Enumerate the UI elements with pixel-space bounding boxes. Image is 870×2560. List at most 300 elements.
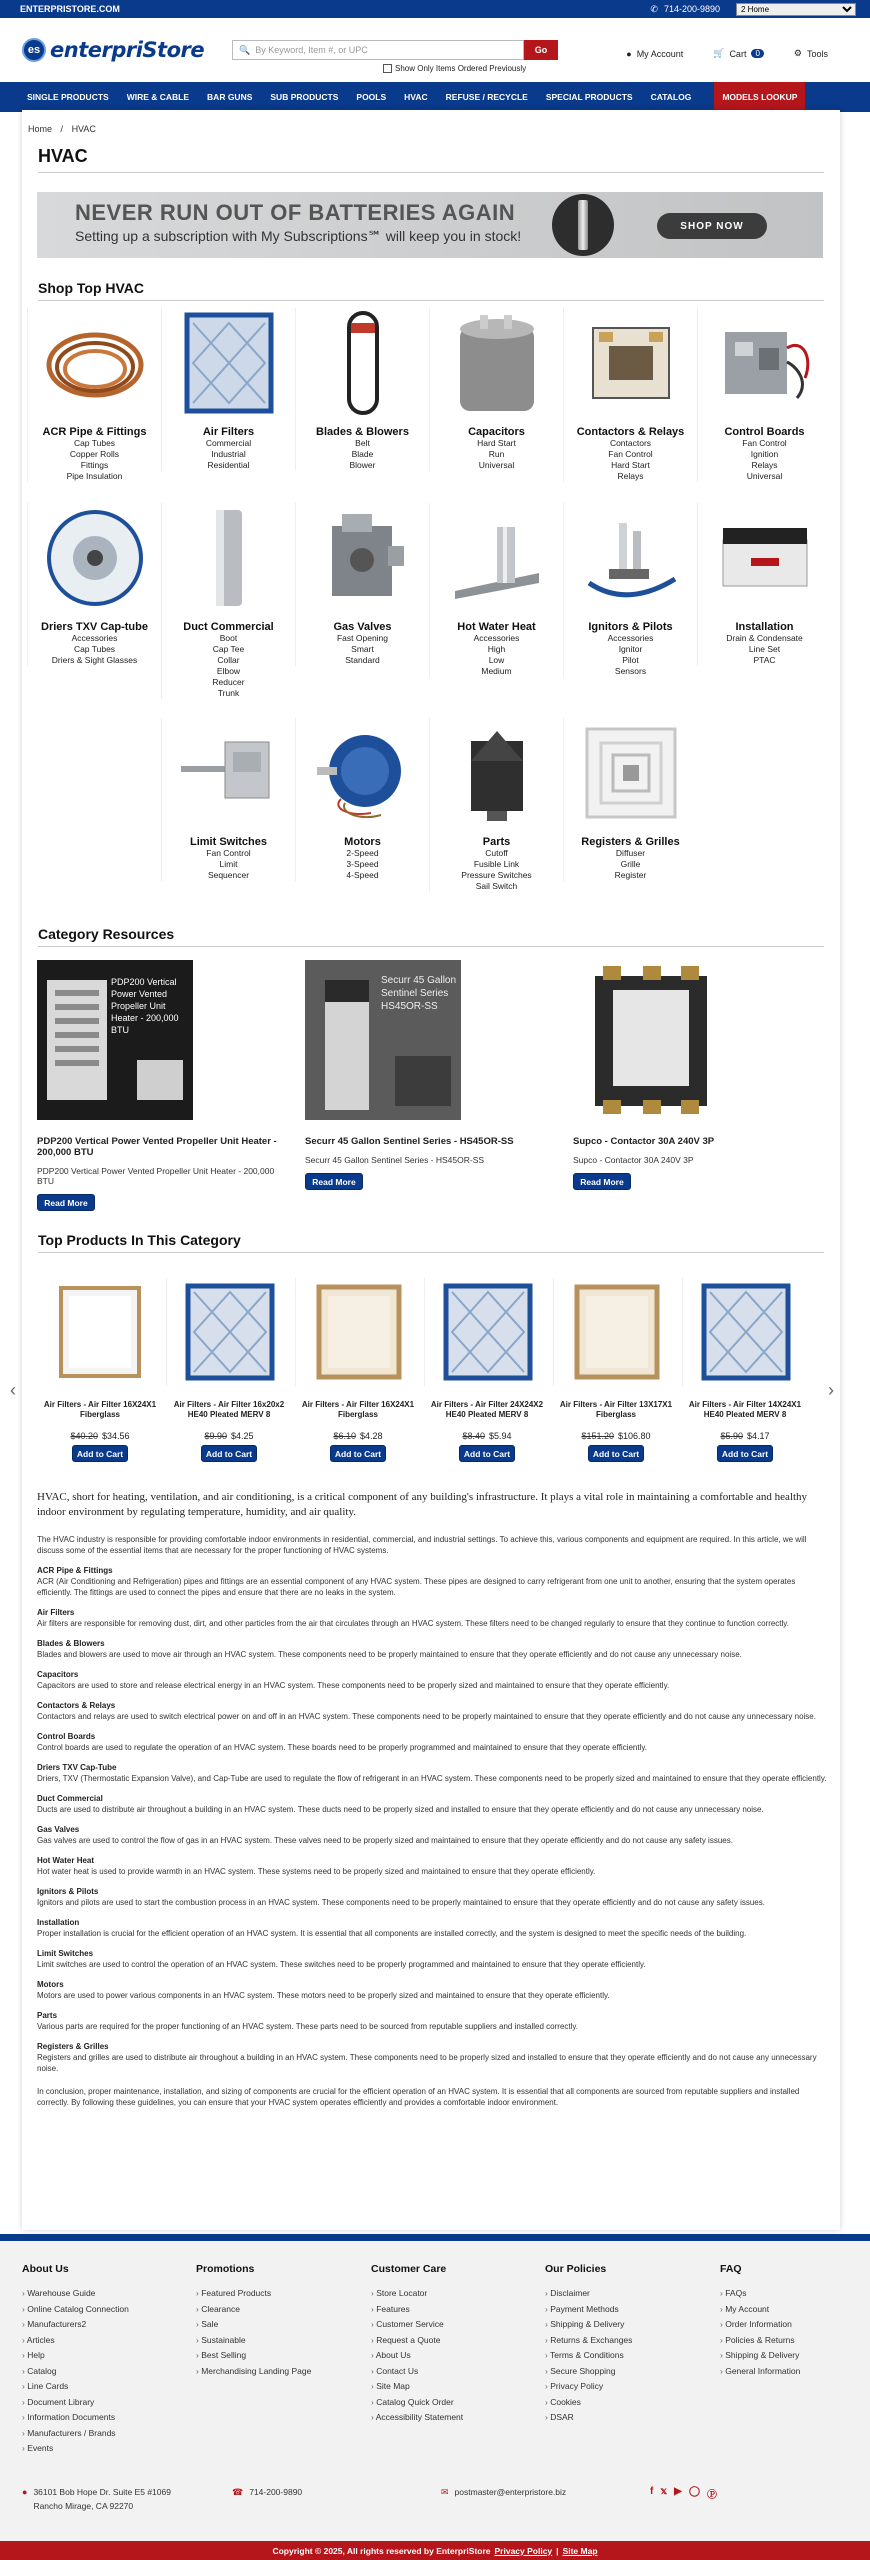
article-section-heading: Capacitors (37, 1670, 79, 1679)
footer-link[interactable]: › Online Catalog Connection (22, 2302, 192, 2318)
product-card[interactable] (682, 1278, 808, 1462)
social-links (650, 2486, 717, 2501)
product-image[interactable] (37, 1278, 163, 1386)
instagram-icon[interactable]: ◯ (688, 2486, 701, 2497)
category-sub-link[interactable]: Medium (481, 666, 512, 676)
article-section-heading: Limit Switches (37, 1949, 94, 1958)
category-sub-link[interactable]: Blade (351, 449, 374, 459)
category-card[interactable] (697, 308, 831, 482)
nav-wire-cable[interactable]: WIRE & CABLE (126, 92, 190, 102)
footer-link[interactable]: › Returns & Exchanges (545, 2333, 715, 2349)
category-name[interactable]: Registers & Grilles (581, 836, 680, 848)
category-sub-link[interactable]: Cap Tubes (73, 644, 116, 654)
top-phone-number[interactable]: 714-200-9890 (663, 4, 720, 14)
category-image-duct[interactable] (162, 503, 295, 613)
breadcrumb-separator: / (60, 124, 64, 134)
article-section-text: ACR (Air Conditioning and Refrigeration) pipes and fittings are an essential component of any HVAC system. These pipes are designed to carry refrigerant from one unit to another, ensuring that the system operates efficiently. The fittings are used to connect the pipes and ensure that there are no leaks in the system. (37, 1577, 796, 1597)
product-name[interactable]: Air Filters - Air Filter 14X24X1 HE40 Pleated MERV 8 (688, 1400, 802, 1419)
facebook-icon[interactable]: f (650, 2486, 654, 2497)
footer-link[interactable]: › Help (22, 2348, 192, 2364)
footer-link[interactable]: › Warehouse Guide (22, 2286, 192, 2302)
banner-headline: NEVER RUN OUT OF BATTERIES AGAIN (75, 200, 516, 225)
footer-link[interactable]: › Best Selling (196, 2348, 366, 2364)
read-more-button[interactable]: Read More (37, 1194, 95, 1211)
category-sub-link[interactable]: Driers & Sight Glasses (51, 655, 138, 665)
category-image-register[interactable] (564, 718, 697, 828)
resource-image-caption: Securr 45 Gallon Sentinel Series HS45OR-SS (381, 975, 457, 1012)
category-image-ignitor[interactable] (564, 503, 697, 613)
footer-link[interactable]: › Information Documents (22, 2410, 192, 2426)
category-sub-link[interactable]: Accessories (71, 633, 118, 643)
category-sub-link[interactable]: Trunk (217, 688, 240, 698)
footer-link[interactable]: › Sustainable (196, 2333, 366, 2349)
footer-link[interactable]: › Request a Quote (371, 2333, 541, 2349)
category-sub-link[interactable]: Run (488, 449, 505, 459)
category-sub-link[interactable]: Sail Switch (475, 881, 518, 891)
article-section-heading: Parts (37, 2011, 58, 2020)
footer-email (441, 2487, 566, 2498)
nav-refuse-recycle[interactable]: REFUSE / RECYCLE (445, 92, 528, 102)
product-image[interactable] (553, 1278, 679, 1386)
product-price (166, 1431, 292, 1441)
nav-catalog[interactable]: CATALOG (650, 92, 692, 102)
footer-link[interactable]: › Terms & Conditions (545, 2348, 715, 2364)
cart-link[interactable] (713, 48, 764, 59)
nav-single-products[interactable]: SINGLE PRODUCTS (27, 92, 109, 102)
category-name[interactable]: Air Filters (202, 426, 255, 438)
article-section-heading: Ignitors & Pilots (37, 1887, 99, 1896)
article-section-text: Air filters are responsible for removing dust, dirt, and other particles from the air that circulates through an HVAC system. These filters need to be changed regularly to ensure that they continue to function correctly. (37, 1619, 789, 1628)
resource-card[interactable] (305, 960, 555, 1190)
footer-email-address[interactable]: postmaster@enterpristore.biz (454, 2487, 567, 2497)
article-section-text: Ignitors and pilots are used to start the combustion process in an HVAC system. These components need to be properly maintained to ensure that they operate efficiently and do not cause any safety issues. (37, 1898, 765, 1907)
category-sub-link[interactable]: Collar (217, 655, 240, 665)
resource-title[interactable]: PDP200 Vertical Power Vented Propeller Unit Heater - 200,000 BTU (37, 1136, 277, 1158)
footer-column-faq (720, 2263, 860, 2379)
category-name[interactable]: Contactors & Relays (576, 426, 685, 438)
address-line-1: 36101 Bob Hope Dr. Suite E5 #1069 (33, 2487, 171, 2497)
article-section-text: Motors are used to power various components in an HVAC system. These motors need to be properly sized and maintained to ensure that they operate efficiently. (37, 1991, 610, 2000)
product-card[interactable] (166, 1278, 292, 1462)
site-map-link[interactable]: Site Map (562, 2545, 598, 2556)
footer-link[interactable]: › Privacy Policy (545, 2379, 715, 2395)
product-image[interactable] (295, 1278, 421, 1386)
resource-card[interactable] (573, 960, 823, 1190)
add-to-cart-button[interactable]: Add to Cart (588, 1445, 644, 1462)
product-old-price: $40.20 (70, 1431, 98, 1441)
footer-link[interactable]: › Site Map (371, 2379, 541, 2395)
article-section-heading: Installation (37, 1918, 80, 1927)
search-placeholder: By Keyword, Item #, or UPC (255, 45, 368, 55)
category-sub-link[interactable]: Pipe Insulation (66, 471, 123, 481)
footer-link[interactable]: › Order Information (720, 2317, 860, 2333)
article-section-heading: Gas Valves (37, 1825, 80, 1834)
add-to-cart-button[interactable]: Add to Cart (330, 1445, 386, 1462)
category-sub-link[interactable]: Pilot (622, 655, 639, 665)
product-image[interactable] (424, 1278, 550, 1386)
cart-label: Cart (729, 48, 747, 59)
main-nav (0, 82, 870, 112)
category-sub-link[interactable]: Reducer (212, 677, 245, 687)
category-card[interactable] (295, 718, 429, 881)
category-sub-link[interactable]: Hard Start (477, 438, 516, 448)
article-section-text: Ducts are used to distribute air throughout a building in an HVAC system. These ducts need to be properly sized and installed to ensure that they operate efficiently and do not cause any unnecessary noise. (37, 1805, 764, 1814)
nav-models-lookup[interactable]: MODELS LOOKUP (714, 82, 805, 112)
category-sub-link[interactable]: 2-Speed (346, 848, 379, 858)
category-sub-link[interactable]: Blower (349, 460, 376, 470)
category-sub-link[interactable]: Diffuser (615, 848, 646, 858)
product-card[interactable] (424, 1278, 550, 1462)
resource-card[interactable] (37, 960, 287, 1211)
footer-link[interactable]: › Contact Us (371, 2364, 541, 2380)
category-card[interactable] (295, 308, 429, 471)
resource-image-sentinel[interactable] (305, 960, 461, 1120)
category-sub-link[interactable]: Relays (751, 460, 778, 470)
search-bar (232, 40, 558, 60)
resource-description: Supco - Contactor 30A 240V 3P (573, 1155, 694, 1165)
nav-special-products[interactable]: SPECIAL PRODUCTS (545, 92, 633, 102)
category-sub-link[interactable]: High (487, 644, 506, 654)
article-section-text: Blades and blowers are used to move air through an HVAC system. These components need to be properly maintained to ensure that they operate efficiently and do not cause any unnecessary noise. (37, 1650, 742, 1659)
category-sub-link[interactable]: Sensors (614, 666, 647, 676)
add-to-cart-button[interactable]: Add to Cart (201, 1445, 257, 1462)
product-old-price: $6.10 (333, 1431, 356, 1441)
category-image-parts[interactable] (430, 718, 563, 828)
category-name[interactable]: Parts (482, 836, 511, 848)
product-name[interactable]: Air Filters - Air Filter 16x20x2 HE40 Pleated MERV 8 (173, 1400, 285, 1419)
article-section-heading: Duct Commercial (37, 1794, 103, 1803)
category-sub-link[interactable]: Cap Tee (212, 644, 245, 654)
product-image[interactable] (166, 1278, 292, 1386)
resource-title[interactable]: Supco - Contactor 30A 240V 3P (573, 1136, 715, 1147)
category-sub-link[interactable]: Relays (617, 471, 644, 481)
product-name[interactable]: Air Filters - Air Filter 16X24X1 Fiberglass (43, 1400, 157, 1419)
category-sub-link[interactable]: Smart (351, 644, 374, 654)
resource-image-unit-heater[interactable] (37, 960, 193, 1120)
phone-icon: ✆ (650, 3, 658, 14)
category-sub-link[interactable]: Boot (219, 633, 238, 643)
category-sub-link[interactable]: Ignition (750, 449, 779, 459)
category-sub-link[interactable]: Sequencer (207, 870, 250, 880)
category-name[interactable]: ACR Pipe & Fittings (42, 426, 147, 438)
product-card[interactable] (553, 1278, 679, 1462)
product-name[interactable]: Air Filters - Air Filter 13X17X1 Fiberglass (559, 1400, 673, 1419)
category-image-capacitor[interactable] (430, 308, 563, 418)
category-image-copper-pipe[interactable] (28, 308, 161, 418)
footer-link[interactable]: › My Account (720, 2302, 860, 2318)
category-sub-link[interactable]: Fan Control (742, 438, 787, 448)
footer-link[interactable]: › Shipping & Delivery (545, 2317, 715, 2333)
category-image-belt[interactable] (296, 308, 429, 418)
footer-phone (232, 2487, 302, 2498)
category-image-hot-water[interactable] (430, 503, 563, 613)
twitter-icon[interactable]: 𝕩 (660, 2486, 668, 2497)
article-section-heading: Air Filters (37, 1608, 75, 1617)
category-name[interactable]: Gas Valves (333, 621, 392, 633)
nav-pools[interactable]: POOLS (356, 92, 387, 102)
article-section-heading: ACR Pipe & Fittings (37, 1566, 113, 1575)
category-sub-link[interactable]: Fittings (80, 460, 109, 470)
product-name[interactable]: Air Filters - Air Filter 16X24X1 Fiberglass (301, 1400, 415, 1419)
category-name[interactable]: Control Boards (724, 426, 805, 438)
category-card[interactable] (563, 308, 697, 482)
tools-link[interactable] (794, 48, 828, 59)
product-sale-price: $4.28 (360, 1431, 383, 1441)
category-sub-link[interactable]: Industrial (211, 449, 246, 459)
footer-link[interactable]: › Featured Products (196, 2286, 366, 2302)
breadcrumb (28, 124, 96, 134)
category-sub-link[interactable]: Fusible Link (473, 859, 520, 869)
read-more-button[interactable]: Read More (573, 1173, 631, 1190)
my-account-link[interactable] (626, 49, 683, 59)
footer-column-policies (545, 2263, 715, 2426)
logo[interactable] (22, 38, 227, 62)
footer-link[interactable]: › Disclaimer (545, 2286, 715, 2302)
footer-link[interactable]: › Features (371, 2302, 541, 2318)
footer-link[interactable]: › Manufacturers2 (22, 2317, 192, 2333)
category-card[interactable] (295, 503, 429, 666)
footer-link[interactable]: › FAQs (720, 2286, 860, 2302)
category-card[interactable] (429, 503, 563, 677)
search-icon: 🔍 (239, 44, 251, 55)
article-section-heading: Control Boards (37, 1732, 96, 1741)
category-sub-link[interactable]: Drain & Condensate (726, 633, 803, 643)
category-card[interactable] (161, 503, 295, 699)
footer-phone-number[interactable]: 714-200-9890 (249, 2487, 303, 2497)
footer-column-title: Promotions (196, 2263, 255, 2275)
category-name[interactable]: Ignitors & Pilots (588, 621, 673, 633)
cart-icon: 🛒 (713, 48, 725, 58)
category-name[interactable]: Capacitors (468, 426, 525, 438)
category-name[interactable]: Installation (735, 621, 794, 633)
category-card[interactable] (429, 718, 563, 892)
header (0, 18, 870, 82)
copyright-bar (0, 2541, 870, 2560)
category-sub-link[interactable]: Belt (355, 438, 370, 448)
category-sub-link[interactable]: Commercial (205, 438, 252, 448)
category-sub-link[interactable]: Fan Control (608, 449, 653, 459)
article-section-text: Control boards are used to regulate the operation of an HVAC system. These boards need to be properly programmed and maintained to ensure that they operate efficiently. (37, 1743, 647, 1752)
product-price (682, 1431, 808, 1441)
footer-link[interactable]: › Manufacturers / Brands (22, 2426, 192, 2442)
article-section-text: Registers and grilles are used to distribute air throughout a building in an HVAC system. These components need to be properly sized and installed to ensure that they operate efficiently and do not cause any unnecessary noise. (37, 2053, 817, 2073)
article-section-text: Proper installation is crucial for the efficient operation of an HVAC system. It is essential that all components are installed correctly, and the system is designed to meet the specific needs of the building. (37, 1929, 747, 1938)
category-sub-link[interactable]: Fan Control (206, 848, 251, 858)
only-ordered-checkbox[interactable] (383, 64, 392, 73)
category-sub-link[interactable]: Elbow (216, 666, 241, 676)
category-name[interactable]: Blades & Blowers (316, 426, 409, 438)
footer-link[interactable]: › Sale (196, 2317, 366, 2333)
shop-top-heading: Shop Top HVAC (38, 280, 145, 296)
category-sub-link[interactable]: Fast Opening (336, 633, 389, 643)
user-icon: ● (626, 48, 632, 59)
category-card[interactable] (429, 308, 563, 471)
logo-badge: es (22, 38, 46, 62)
footer-link[interactable]: › Document Library (22, 2395, 192, 2411)
category-name[interactable]: Limit Switches (189, 836, 268, 848)
category-image-control-board[interactable] (698, 308, 831, 418)
youtube-icon[interactable]: ▶ (674, 2486, 682, 2497)
resource-image-contactor[interactable] (573, 960, 729, 1120)
category-card[interactable] (161, 308, 295, 471)
category-sub-link[interactable]: Hard Start (611, 460, 650, 470)
home-select[interactable] (736, 3, 856, 16)
site-name[interactable]: ENTERPRISTORE.COM (20, 4, 120, 14)
category-card[interactable] (27, 503, 161, 666)
category-image-drier[interactable] (28, 503, 161, 613)
phone-icon: ☎ (232, 2487, 244, 2497)
article-section-heading: Registers & Grilles (37, 2042, 109, 2051)
gear-icon: ⚙ (793, 48, 802, 58)
product-price (37, 1431, 163, 1441)
shop-now-button[interactable]: SHOP NOW (657, 213, 767, 239)
product-price (295, 1431, 421, 1441)
map-pin-icon: ● (22, 2487, 28, 2497)
nav-bar-guns[interactable]: BAR GUNS (207, 92, 253, 102)
carousel-prev-icon[interactable]: ‹ (10, 1380, 16, 1400)
footer-link[interactable]: › Catalog Quick Order (371, 2395, 541, 2411)
breadcrumb-home[interactable]: Home (28, 124, 53, 134)
footer-link[interactable]: › Customer Service (371, 2317, 541, 2333)
footer-link[interactable]: › Payment Methods (545, 2302, 715, 2318)
cart-count: 0 (751, 49, 763, 58)
title-divider (38, 172, 824, 173)
footer-top-rule (0, 2234, 870, 2241)
category-card[interactable] (161, 718, 295, 881)
tools-label: Tools (806, 48, 828, 59)
top-phone (650, 4, 720, 15)
category-card[interactable] (563, 718, 697, 881)
subscription-banner[interactable] (37, 192, 823, 258)
category-sub-link[interactable]: Copper Rolls (69, 449, 120, 459)
category-sub-link[interactable]: Contactors (609, 438, 652, 448)
category-sub-link[interactable]: Register (614, 870, 647, 880)
article-section-text: Driers, TXV (Thermostatic Expansion Valve), and Cap-Tube are used to regulate the flow of refrigerant in an HVAC system. These components need to be properly sized and maintained to ensure that they operate efficiently. (37, 1774, 827, 1783)
category-sub-link[interactable]: Ignitor (618, 644, 643, 654)
battery-icon (552, 194, 614, 256)
footer-link[interactable]: › About Us (371, 2348, 541, 2364)
category-image-air-filter[interactable] (162, 308, 295, 418)
article-intro: HVAC, short for heating, ventilation, and air conditioning, is a critical component of any building's infrastructure. It plays a vital role in maintaining a comfortable and healthy indoor environment by regulating temperature, humidity, and air quality. (37, 1491, 808, 1518)
address-line-2: Rancho Mirage, CA 92270 (33, 2501, 134, 2511)
resource-description: Securr 45 Gallon Sentinel Series - HS45OR-SS (305, 1155, 485, 1165)
pinterest-icon[interactable]: Ⓟ (707, 2490, 718, 2501)
product-image[interactable] (682, 1278, 808, 1386)
add-to-cart-button[interactable]: Add to Cart (72, 1445, 128, 1462)
footer-link[interactable]: › Secure Shopping (545, 2364, 715, 2380)
category-name[interactable]: Duct Commercial (183, 621, 274, 633)
carousel-next-icon[interactable]: › (828, 1380, 834, 1400)
footer-link[interactable]: › General Information (720, 2364, 860, 2380)
footer-link[interactable]: › Shipping & Delivery (720, 2348, 860, 2364)
category-sub-link[interactable]: Accessories (607, 633, 654, 643)
category-sub-link[interactable]: Grille (620, 859, 641, 869)
add-to-cart-button[interactable]: Add to Cart (459, 1445, 515, 1462)
article-section-heading: Hot Water Heat (37, 1856, 95, 1865)
product-sale-price: $34.56 (102, 1431, 130, 1441)
category-sub-link[interactable]: Pressure Switches (461, 870, 532, 880)
resources-divider (38, 946, 824, 947)
footer-link[interactable]: › Articles (22, 2333, 192, 2349)
product-old-price: $151.20 (581, 1431, 614, 1441)
add-to-cart-button[interactable]: Add to Cart (717, 1445, 773, 1462)
category-sub-link[interactable]: Cap Tubes (73, 438, 116, 448)
category-sub-link[interactable]: 3-Speed (346, 859, 379, 869)
product-name[interactable]: Air Filters - Air Filter 24X24X2 HE40 Pleated MERV 8 (430, 1400, 544, 1419)
category-image-gas-valve[interactable] (296, 503, 429, 613)
category-sub-link[interactable]: Standard (345, 655, 380, 665)
nav-sub-products[interactable]: SUB PRODUCTS (270, 92, 339, 102)
category-sub-link[interactable]: Accessories (473, 633, 520, 643)
footer-link[interactable]: › Accessibility Statement (371, 2410, 541, 2426)
footer-link[interactable]: › Line Cards (22, 2379, 192, 2395)
breadcrumb-current: HVAC (71, 124, 96, 134)
footer (0, 2241, 870, 2541)
read-more-button[interactable]: Read More (305, 1173, 363, 1190)
article-section-heading: Contactors & Relays (37, 1701, 116, 1710)
footer-link[interactable]: › Store Locator (371, 2286, 541, 2302)
footer-link[interactable]: › Clearance (196, 2302, 366, 2318)
footer-column-title: FAQ (720, 2263, 742, 2275)
article-overview: The HVAC industry is responsible for providing comfortable indoor environments in residential, commercial, and industrial settings. To achieve this, various components and equipment are required. In this article, we will discuss some of the essential items that are necessary for the proper functioning of HVAC systems. (37, 1535, 807, 1555)
footer-address (22, 2487, 171, 2511)
category-card[interactable] (27, 308, 161, 482)
nav-hvac[interactable]: HVAC (404, 92, 428, 102)
product-card[interactable] (37, 1278, 163, 1462)
search-go-button[interactable]: Go (524, 40, 558, 60)
category-image-motor[interactable] (296, 718, 429, 828)
product-old-price: $9.90 (204, 1431, 227, 1441)
article-section-text: Hot water heat is used to provide warmth in an HVAC system. These systems need to be properly sized and maintained to ensure that they operate efficiently. (37, 1867, 596, 1876)
footer-link[interactable]: › Events (22, 2441, 192, 2457)
category-name[interactable]: Hot Water Heat (457, 621, 536, 633)
category-image-installation[interactable] (698, 503, 831, 613)
category-sub-link[interactable]: Line Set (748, 644, 781, 654)
footer-link[interactable]: › Cookies (545, 2395, 715, 2411)
footer-link[interactable]: › Merchandising Landing Page (196, 2364, 366, 2380)
category-image-limit-switch[interactable] (162, 718, 295, 828)
my-account-label: My Account (636, 48, 684, 59)
search-input[interactable] (232, 40, 524, 60)
article-section-text: Limit switches are used to control the operation of an HVAC system. These switches need to be properly programmed and maintained to ensure that they operate efficiently. (37, 1960, 646, 1969)
category-sub-link[interactable]: 4-Speed (346, 870, 379, 880)
resource-image-caption: PDP200 Vertical Power Vented Propeller Unit Heater - 200,000 BTU (111, 977, 179, 1035)
privacy-policy-link[interactable]: Privacy Policy (494, 2545, 553, 2556)
category-sub-link[interactable]: Cutoff (485, 848, 508, 858)
footer-link[interactable]: › Catalog (22, 2364, 192, 2380)
page-title: HVAC (38, 146, 88, 166)
copyright-text: Copyright © 2025, All rights reserved by EnterpriStore (272, 2545, 491, 2556)
footer-link[interactable]: › Policies & Returns (720, 2333, 860, 2349)
banner-subtext: Setting up a subscription with My Subscriptions℠ will keep you in stock! (75, 228, 522, 244)
product-old-price: $5.90 (720, 1431, 743, 1441)
product-card[interactable] (295, 1278, 421, 1462)
category-sub-link[interactable]: Residential (207, 460, 250, 470)
category-sub-link[interactable]: Limit (219, 859, 238, 869)
category-image-contactor[interactable] (564, 308, 697, 418)
category-sub-link[interactable]: Low (488, 655, 505, 665)
category-sub-link[interactable]: PTAC (753, 655, 776, 665)
category-name[interactable]: Driers TXV Cap-tube (41, 621, 148, 633)
only-ordered-filter[interactable] (383, 64, 526, 73)
footer-link[interactable]: › DSAR (545, 2410, 715, 2426)
category-name[interactable]: Motors (344, 836, 381, 848)
category-card[interactable] (563, 503, 697, 677)
category-card[interactable] (697, 503, 831, 666)
category-sub-link[interactable]: Universal (746, 471, 783, 481)
category-sub-link[interactable]: Universal (478, 460, 515, 470)
resource-title[interactable]: Securr 45 Gallon Sentinel Series - HS45OR-SS (305, 1136, 514, 1147)
